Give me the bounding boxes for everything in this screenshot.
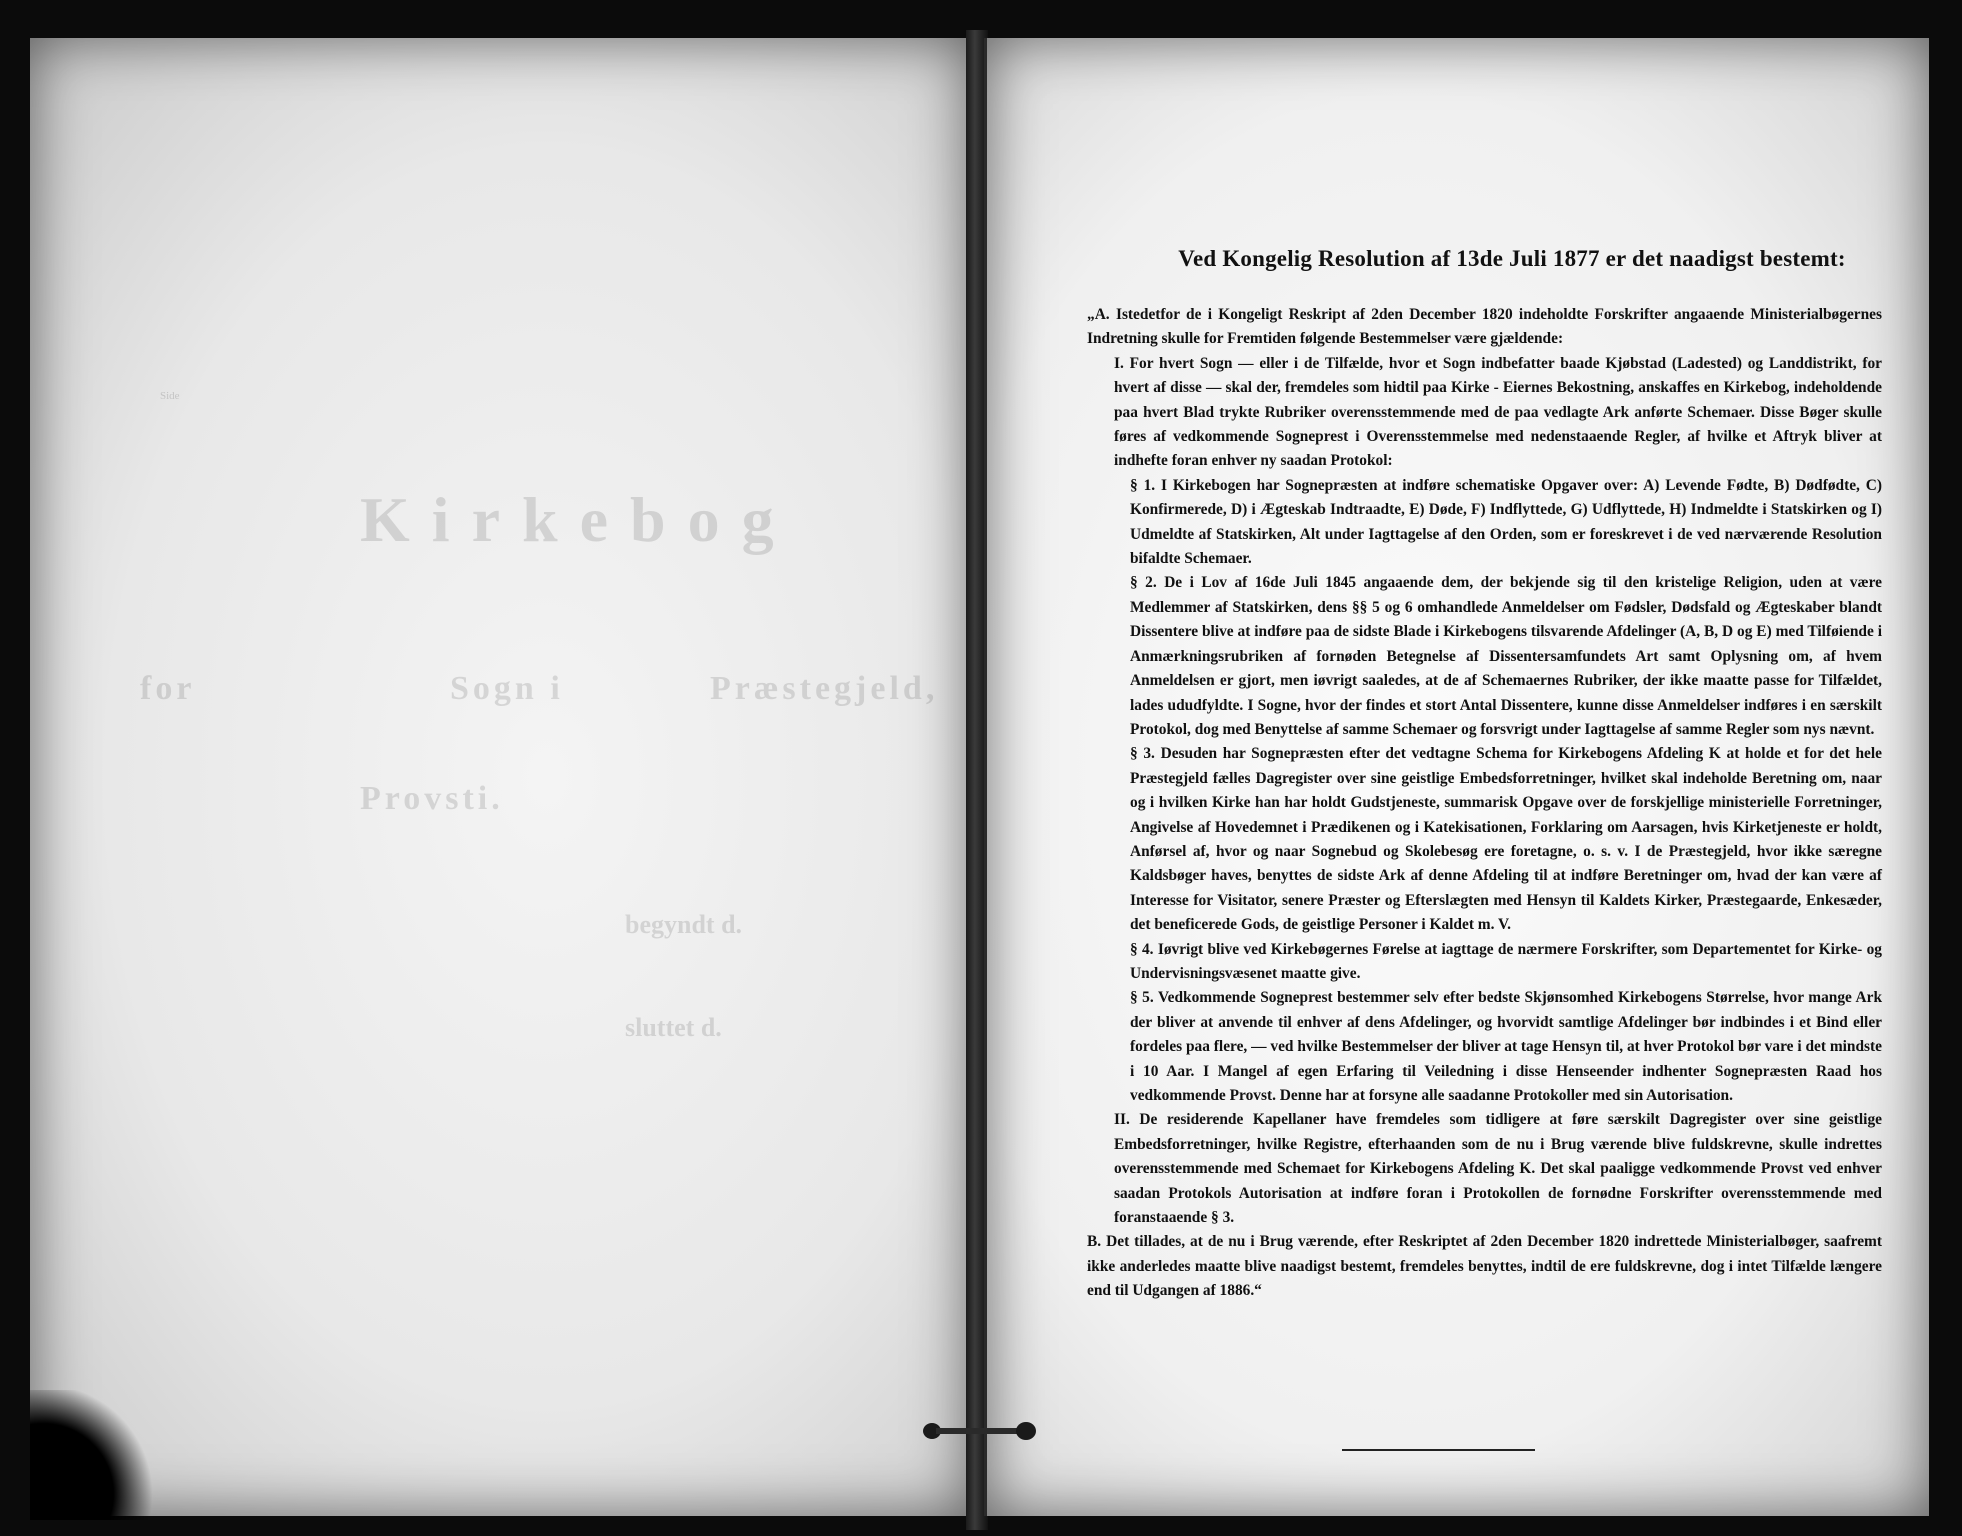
ghost-prestegjeld: Præstegjeld, bbox=[710, 670, 939, 707]
paragraph-2-text: De i Lov af 16de Juli 1845 angaaende dem, der bekjende sig til den kristelige Religion, uden at være Medlemmer af Statskirken, dens §§ 5 og 6 omhandlede Anmeldelser om Fødsler, Dødsfald og Ægteskaber blandt Dissentere blive at indføre paa de sidste Blade i Kirkebogens tilsvarende Afdelinger (A, B, D og E) med Tilføiende i Anmærkningsrubriken af fornøden Betegnelse af Dissentersamfundets Art samt Oplysning om, af hvem Anmeldelsen er gjort, men iøvrigt saaledes, at de af Schemaernes Rubriker, der ikke maatte passe for Tilfældet, lades ududfyldte. I Sogne, hvor der findes et stort Antal Dissentere, kunne disse Anmeldelser indføres i en særskilt Protokol, dog med Benyttelse af samme Schemaer og forsvrigt under Iagttagelse af samme Regler som nys nævnt. bbox=[1130, 574, 1882, 738]
paragraph-3 bbox=[1087, 742, 1882, 937]
section-II bbox=[1087, 1108, 1882, 1230]
right-page bbox=[984, 38, 1929, 1516]
ghost-begyndt: begyndt d. bbox=[625, 910, 743, 939]
section-A-mark: „A. bbox=[1087, 306, 1110, 323]
ghost-side-label: Side bbox=[160, 390, 180, 402]
paragraph-4 bbox=[1087, 938, 1882, 987]
paragraph-4-text: Iøvrigt blive ved Kirkebøgernes Førelse at iagttage de nærmere Forskrifter, som Departementet for Kirke- og Undervisningsvæsenet maatte give. bbox=[1130, 940, 1882, 982]
paragraph-1-text: I Kirkebogen har Sognepræsten at indføre schematiske Opgaver over: A) Levende Fødte, B) Dødfødte, C) Konfirmerede, D) i Ægteskab Indtraadte, E) Døde, F) Indflyttede, G) Udflyttede, H) Indmeldte i Statskirken og I) Udmeldte af Statskirken, Alt under Iagttagelse af den Orden, som er foreskrevet i de ved nærværende Resolution bifaldte Schemaer. bbox=[1130, 476, 1882, 568]
section-I-mark: I. bbox=[1114, 354, 1124, 372]
ghost-title: Kirkebog bbox=[360, 484, 796, 555]
paragraph-5 bbox=[1087, 986, 1882, 1108]
section-I bbox=[1087, 352, 1882, 474]
corner-shadow bbox=[30, 1390, 160, 1520]
paragraph-2 bbox=[1087, 571, 1882, 742]
binding-clasp bbox=[922, 1420, 1038, 1442]
paragraph-1 bbox=[1087, 474, 1882, 572]
ghost-provsti: Provsti. bbox=[360, 780, 504, 817]
resolution-text bbox=[1087, 303, 1882, 1304]
section-I-text: For hvert Sogn — eller i de Tilfælde, hvor et Sogn indbefatter baade Kjøbstad (Ladested) og Landdistrikt, for hvert af disse — skal der, fremdeles som hidtil paa Kirke - Eiernes Bekostning, anskaffes en Kirkebog, indeholdende paa hvert Blad trykte Rubriker overensstemmende med de paa vedlagte Ark anførte Schemaer. Disse Bøger skulle føres af vedkommende Sogneprest i Overensstemmelse med nedenstaaende Regler, af hvilke et Aftryk bliver at indhefte foran enhver ny saadan Protokol: bbox=[1114, 354, 1882, 470]
paragraph-3-text: Desuden har Sognepræsten efter det vedtagne Schema for Kirkebogens Afdeling K at holde et for det hele Præstegjeld fælles Dagregister over sine geistlige Embedsforretninger, hvilket skal indeholde Beretning om, naar og i hvilken Kirke han har holdt Gudstjeneste, summarisk Opgave over de forskjellige ministerielle Forretninger, Angivelse af Hovedemnet i Prædikenen og i Katekisationen, Forklaring om Aarsagen, hvis Kirketjeneste er holdt, Anførsel af, hvor og naar Sognebud og Skolebesøg ere foretagne, o. s. v. I de Præstegjeld, hvor ikke særegne Kaldsbøger haves, benyttes de sidste Ark af denne Afdeling til at indføre Beretninger om, hvad der kan være af Interesse for Visitator, senere Præster og Efterslægten med Hensyn til Kaldets Kirker, Præstegaarde, Enkesæder, det beneficerede Gods, de geistlige Personer i Kaldet m. V. bbox=[1130, 745, 1882, 934]
ghost-sogn: Sogn i bbox=[450, 670, 564, 707]
section-A bbox=[1087, 303, 1882, 352]
paragraph-4-mark: § 4. bbox=[1130, 940, 1154, 958]
section-II-mark: II. bbox=[1114, 1111, 1130, 1129]
paragraph-5-text: Vedkommende Sogneprest bestemmer selv efter bedste Skjønsomhed Kirkebogens Størrelse, hvor mange Ark der bliver at anvende til enhver af dens Afdelinger, og hvorvidt samtlige Afdelinger bør indbindes i et Bind eller fordeles paa flere, — ved hvilke Bestemmelser der bliver at tage Hensyn til, at hver Protokol bør vare i det mindste i 10 Aar. I Mangel af egen Erfaring til Veiledning i disse Henseender indhenter Sognepræsten Raad hos vedkommende Provst. Denne har at forsyne alle saadanne Protokoller med sin Autorisation. bbox=[1130, 989, 1883, 1104]
section-B bbox=[1087, 1230, 1882, 1303]
section-II-text: De residerende Kapellaner have fremdeles som tidligere at føre særskilt Dagregister over sine geistlige Embedsforretninger, hvilke Registre, efterhaanden som de nu i Brug værende blive fuldskrevne, skulle indrettes overensstemmende med Schemaet for Kirkebogens Afdeling K. Det skal paaligge vedkommende Provst ved enhver saadan Protokols Autorisation at indføre foran i Protokollen de fornødne Forskrifter overensstemmende med foranstaaende § 3. bbox=[1114, 1111, 1882, 1227]
closing-rule bbox=[1342, 1449, 1535, 1451]
paragraph-1-mark: § 1. bbox=[1130, 476, 1156, 494]
left-page bbox=[30, 38, 973, 1516]
paragraph-3-mark: § 3. bbox=[1130, 745, 1155, 763]
section-B-text: Det tillades, at de nu i Brug værende, efter Reskriptet af 2den December 1820 indrettede Ministerialbøger, saafremt ikke anderledes maatte blive naadigst bestemt, fremdeles benyttes, indtil de ere fuldskrevne, dog i intet Tilfælde længere end til Udgangen af 1886.“ bbox=[1087, 1233, 1882, 1300]
paragraph-2-mark: § 2. bbox=[1130, 574, 1157, 592]
ghost-sluttet: sluttet d. bbox=[625, 1013, 722, 1042]
section-A-text: Istedetfor de i Kongeligt Reskript af 2den December 1820 indeholdte Forskrifter angaaende Ministerialbøgernes Indretning skulle for Fremtiden følgende Bestemmelser være gjældende: bbox=[1087, 306, 1882, 348]
ghost-for: for bbox=[140, 670, 196, 707]
section-B-mark: B. bbox=[1087, 1233, 1102, 1251]
paragraph-5-mark: § 5. bbox=[1130, 989, 1154, 1007]
page-heading: Ved Kongelig Resolution af 13de Juli 1877 er det naadigst bestemt: bbox=[1178, 246, 1846, 271]
